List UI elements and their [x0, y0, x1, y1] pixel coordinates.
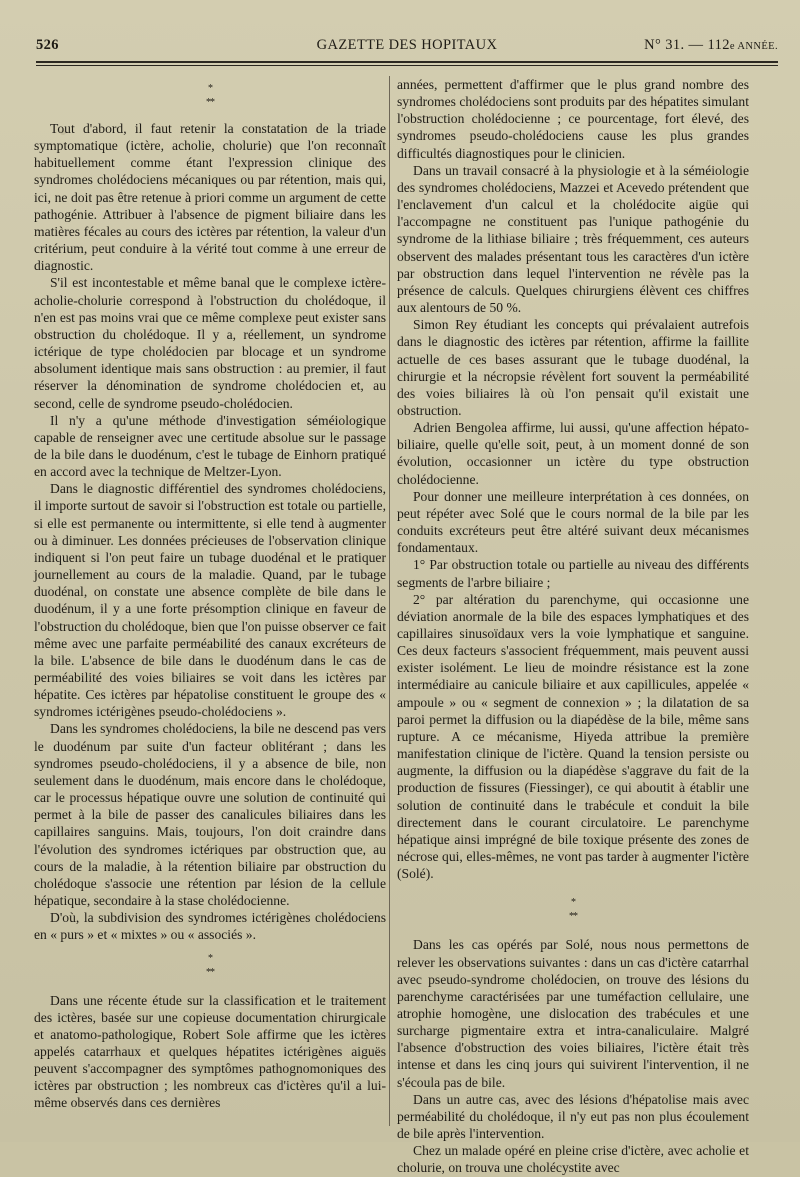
- paragraph: Dans un autre cas, avec des lésions d'hépatolise mais avec perméabilité du cholédoque, il n'y eut pas non plus écoulement de bile après l'intervention.: [397, 1091, 749, 1142]
- paragraph: Tout d'abord, il faut retenir la constatation de la triade symptomatique (ictère, acholie, cholurie) que l'on reconnaît habituellement comme étant l'expression clinique des syndromes cholédociens mécaniques ou par rétention, mais qui, ici, ne doit pas être retenue à priori comme un argument de cette pathogénie. Attribuer à l'absence de pigment biliaire dans les matières fécales au cours des ictères par rétention, la valeur d'un critérium, peut conduire à la vérité tout comme à une erreur de diagnostic.: [34, 121, 386, 274]
- paragraph: Dans les syndromes cholédociens, la bile ne descend pas vers le duodénum par suite d'un facteur oblitérant ; dans les syndromes pseudo-cholédociens, il y a absence de bile, non seulement dans le duodénum, mais encore dans le cholédoque, car le processus hépatique ouvre une solution de continuité qui permet à la bile de passer des canalicules biliaires dans les capillaires sanguins. Mais, toujours, l'on doit craindre dans l'évolution des syndromes ictériques par obstruction que, au cours de la maladie, à la rétention biliaire par obstruction du cholédoque s'associe une rétention par lésion de la cellule hépatique, secondaire à la stase cholédocienne.: [34, 721, 386, 909]
- paragraph: 2° par altération du parenchyme, qui occasionne une déviation anormale de la bile des espaces lymphatiques et des capillaires sinusoïdaux vers la voie lymphatique et sanguine. Ces deux facteurs s'associent fréquemment, mais peuvent aussi exister isolément. Le lieu de moindre résistance est la zone intermédiaire au canicule biliaire et aux capillicules, appelée « ampoule » ou « segment de connexion » ; la dilatation de sa paroi permet la diffusion ou la diapédèse de la bile, même sans rupture. A ce mécanisme, Hiyeda attribue la première manifestation clinique de l'ictère. Quand la tension persiste ou augmente, la diffusion ou la diapédèse s'aggrave du fait de la production de fissures (Fiessinger), ce qui aboutit à établir une solution de continuité dans le trabécule et conduit la bile directement dans le courant circulatoire. Le parenchyme hépatique ainsi imprégné de bile toxique présente des zones de nécrose qui, elles-mêmes, ne vont pas tarder à augmenter l'ictère (Solé).: [397, 591, 749, 882]
- paragraph: Simon Rey étudiant les concepts qui prévalaient autrefois dans le diagnostic des ictères par rétention, affirme la faillite actuelle de ces bases assurant que le tubage duodénal, la chirurgie et la nécropsie révèlent fort souvent la perméabilité des voies biliaires là où l'on pensait qu'il existait une obstruction.: [397, 317, 749, 418]
- header-rule: [36, 61, 778, 63]
- paragraph: Pour donner une meilleure interprétation à ces données, on peut répéter avec Solé que le cours normal de la bile par les conduits excréteurs peut être altéré suivant deux mécanismes fondamentaux.: [397, 488, 749, 556]
- asterism-separator: * **: [206, 83, 214, 108]
- asterism-separator: * **: [569, 897, 577, 923]
- paragraph: années, permettent d'affirmer que le plus grand nombre des syndromes cholédociens sont produits par des hépatites simulant l'obstruction cholédocienne ; ce pourcentage, fort élevé, des syndromes pseudo-cholédociens cause les plus grandes difficultés diagnostiques pour le clinicien.: [397, 77, 749, 161]
- paragraph: 1° Par obstruction totale ou partielle au niveau des différents segments de l'arbre biliaire ;: [397, 557, 749, 590]
- paragraph: Dans une récente étude sur la classification et le traitement des ictères, basée sur une copieuse documentation chirurgicale et anatomo-pathologique, Robert Sole affirme que les ictères appelés catarrhaux et quelques hépatites ictérigènes aiguës peuvent s'accompagner des symptômes pathognomoniques des ictères par obstruction ; les nombreux cas d'ictères qu'il a lui-même observés dans ces dernières: [34, 992, 386, 1111]
- paragraph: Dans le diagnostic différentiel des syndromes cholédociens, il importe surtout de savoir si l'obstruction est totale ou partielle, si elle est permanente ou intermittente, si elle tend à augmenter ou à diminuer. Les données précieuses de l'observation clinique indiquent si l'on peut faire un tubage duodénal et le pratiquer journellement au cours de la maladie. Quand, par le tubage duodénal, on constate une absence complète de bile dans le duodénum, il y a une forte présomption clinique en faveur de l'obstruction du cholédoque, bien que l'on puisse observer ce fait même avec une parfaite perméabilité des canaux excréteurs de la bile. L'absence de bile dans le duodénum dans le cas de perméabilité des voies biliaires se voit dans les ictères par hépatite. Ces ictères par hépatolise constituent le groupe des « syndromes ictérigènes pseudo-cholédociens ».: [34, 481, 386, 720]
- running-header: [36, 37, 778, 59]
- paragraph: Dans les cas opérés par Solé, nous nous permettons de relever les observations suivantes : dans un cas d'ictère catarrhal avec pseudo-syndrome cholédocien, on trouve des lésions du parenchyme caractérisées par une tuméfaction cellulaire, une atrophie homogène, une dislocation des trabécules et une surcharge pigmentaire extra et intra-canaliculaire. Malgré l'absence d'obstruction des voies biliaires, l'ictère était très intense et dans les cinq jours qui suivirent l'intervention, il ne s'écoula pas de bile.: [397, 937, 749, 1090]
- issue-number: [644, 37, 778, 54]
- left-column: [34, 76, 386, 1112]
- paragraph: Adrien Bengolea affirme, lui aussi, qu'une affection hépato-biliaire, quelle qu'elle soit, peut, à un moment donné de son évolution, occasionner un ictère du type obstruction cholédocienne.: [397, 420, 749, 487]
- page-number: 526: [36, 37, 59, 53]
- paragraph: S'il est incontestable et même banal que le complexe ictère-acholie-cholurie correspond à l'obstruction du cholédoque, il n'en est pas moins vrai que ce même complexe peut exister sans obstruction du cholédoque. Il y a, réellement, un syndrome ictérique de type cholédocien par blocage et un syndrome absolument identique mais sans obstruction : au premier, il faut réserver la dénomination de syndrome cholédocien et, au second, celle de syndrome pseudo-cholédocien.: [34, 275, 386, 411]
- issue-suffix: e ANNÉE.: [729, 41, 778, 52]
- journal-title: GAZETTE DES HOPITAUX: [316, 37, 498, 53]
- issue-label: N° 31. — 112: [644, 37, 730, 53]
- paragraph: Il n'y a qu'une méthode d'investigation séméiologique capable de renseigner avec une certitude absolue sur le passage de la bile dans le duodénum, c'est le tubage de Einhorn pratiqué en accord avec la technique de Meltzer-Lyon.: [34, 412, 386, 480]
- paragraph: Dans un travail consacré à la physiologie et à la séméiologie des syndromes cholédociens, Mazzei et Acevedo prétendent que l'enclavement d'un calcul et la cholédocite aigüe qui l'accompagne ne constituent pas l'unique pathogénie du syndrome de la lithiase biliaire ; très fréquemment, ces auteurs observent des malades présentant tous les caractères d'un ictère par obstruction dans lequel l'intervention ne révèle pas la présence de calculs. Quelques chirurgiens élèvent ces chiffres aux alentours de 50 %.: [397, 162, 749, 316]
- column-divider: [389, 76, 390, 1126]
- header-rule-thin: [36, 65, 778, 66]
- asterism-separator: * **: [206, 952, 214, 978]
- paragraph: Chez un malade opéré en pleine crise d'ictère, avec acholie et cholurie, on trouva une cholécystite avec: [397, 1143, 749, 1176]
- paragraph: D'où, la subdivision des syndromes ictérigènes cholédociens en « purs » et « mixtes » ou « associés ».: [34, 910, 386, 943]
- right-column: [397, 76, 749, 1177]
